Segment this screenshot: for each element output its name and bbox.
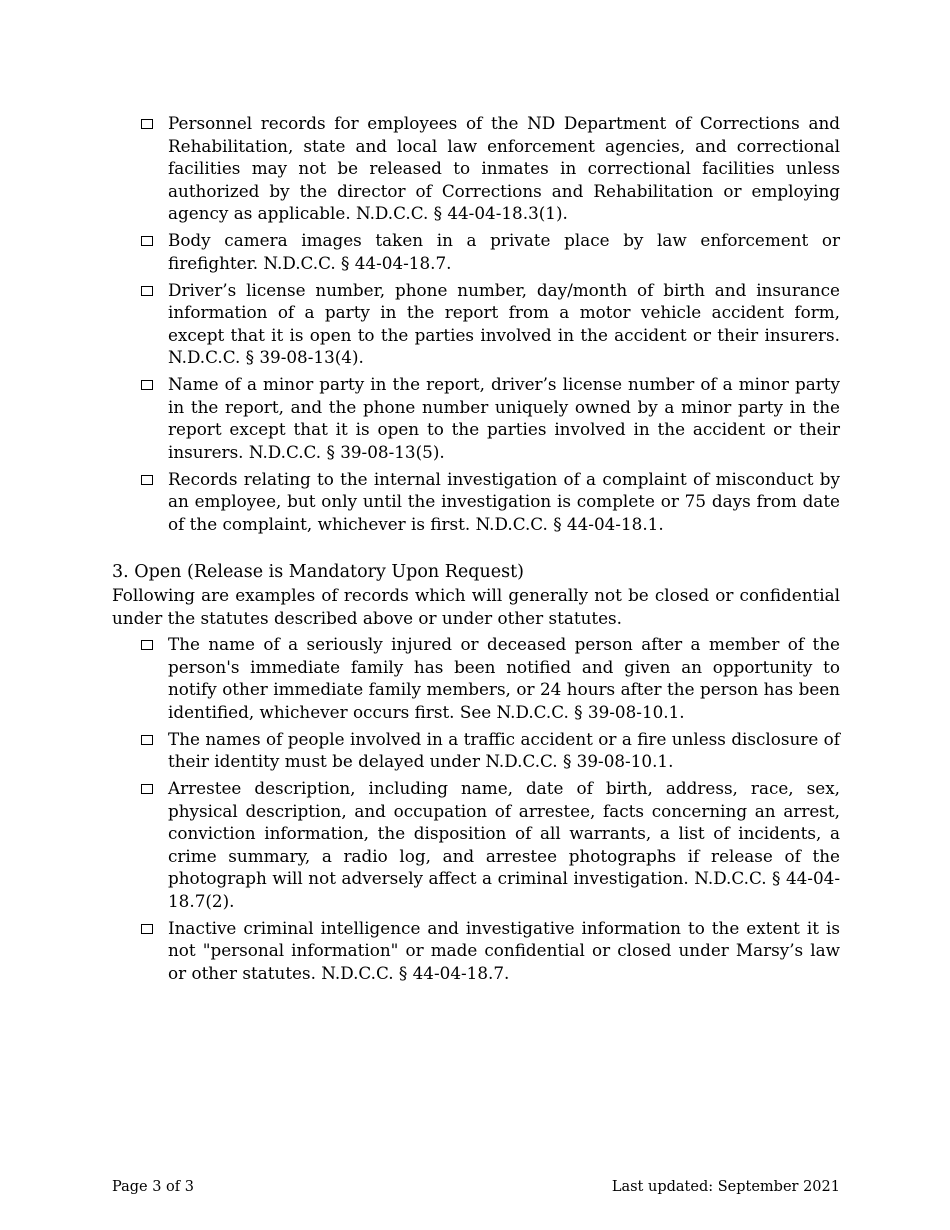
checkbox-icon[interactable]	[141, 784, 153, 794]
list-item-text: Body camera images taken in a private place by law enforcement or firefighter. N.D.C.C. § 44-04-18.7.	[168, 230, 840, 273]
list-item-text: Arrestee description, including name, date of birth, address, race, sex, physical description, and occupation of arrestee, facts concerning an arrest, conviction information, the disposition of all warrants, a list of incidents, a crime summary, a radio log, and arrestee photographs if release of the photograph will not adversely affect a criminal investigation. N.D.C.C. § 44-04-18.7(2).	[168, 778, 840, 911]
list-item	[112, 777, 840, 912]
list-item	[112, 917, 840, 985]
list-item-text: Name of a minor party in the report, driver’s license number of a minor party in the report, and the phone number uniquely owned by a minor party in the report except that it is open to the parties involved in the accident or their insurers. N.D.C.C. § 39-08-13(5).	[168, 374, 840, 462]
list-item-text: Personnel records for employees of the ND Department of Corrections and Rehabilitation, state and local law enforcement agencies, and correctional facilities may not be released to inmates in correctional facilities unless authorized by the director of Corrections and Rehabilitation or employing agency as applicable. N.D.C.C. § 44-04-18.3(1).	[168, 113, 840, 223]
list-item	[112, 633, 840, 723]
list-item-text: Driver’s license number, phone number, day/month of birth and insurance information of a party in the report from a motor vehicle accident form, except that it is open to the parties involved in the accident or their insurers. N.D.C.C. § 39-08-13(4).	[168, 279, 840, 367]
list-item-text: The names of people involved in a traffic accident or a fire unless disclosure of their identity must be delayed under N.D.C.C. § 39-08-10.1.	[168, 728, 840, 771]
list-item	[112, 112, 840, 225]
list-item	[112, 468, 840, 536]
page-number: Page 3 of 3	[112, 1179, 194, 1195]
list-item-text: Records relating to the internal investigation of a complaint of misconduct by an employee, but only until the investigation is complete or 75 days from date of the complaint, whichever is first. N.D.C.C. § 44-04-18.1.	[168, 468, 840, 534]
list-item-text: The name of a seriously injured or deceased person after a member of the person's immediate family has been notified and given an opportunity to notify other immediate family members, or 24 hours after the person has been identified, whichever occurs first. See N.D.C.C. § 39-08-10.1.	[168, 634, 840, 722]
checkbox-icon[interactable]	[141, 924, 153, 934]
checkbox-icon[interactable]	[141, 475, 153, 485]
last-updated: Last updated: September 2021	[611, 1179, 840, 1195]
list-item-text: Inactive criminal intelligence and investigative information to the extent it is not "personal information" or made confidential or closed under Marsy’s law or other statutes. N.D.C.C. § 44-04-18.7.	[168, 917, 840, 983]
document-page	[112, 112, 840, 989]
checkbox-icon[interactable]	[141, 735, 153, 745]
checkbox-icon[interactable]	[141, 286, 153, 296]
section-heading: 3. Open (Release is Mandatory Upon Request)	[112, 562, 524, 582]
checkbox-icon[interactable]	[141, 119, 153, 129]
list-item	[112, 229, 840, 274]
list-item	[112, 373, 840, 463]
checkbox-icon[interactable]	[141, 640, 153, 650]
closed-records-list	[112, 112, 840, 535]
list-item	[112, 279, 840, 369]
section-intro: Following are examples of records which will generally not be closed or confidential under the statutes described above or under other statutes.	[112, 585, 840, 628]
open-records-list	[112, 633, 840, 984]
checkbox-icon[interactable]	[141, 236, 153, 246]
checkbox-icon[interactable]	[141, 380, 153, 390]
list-item	[112, 728, 840, 773]
